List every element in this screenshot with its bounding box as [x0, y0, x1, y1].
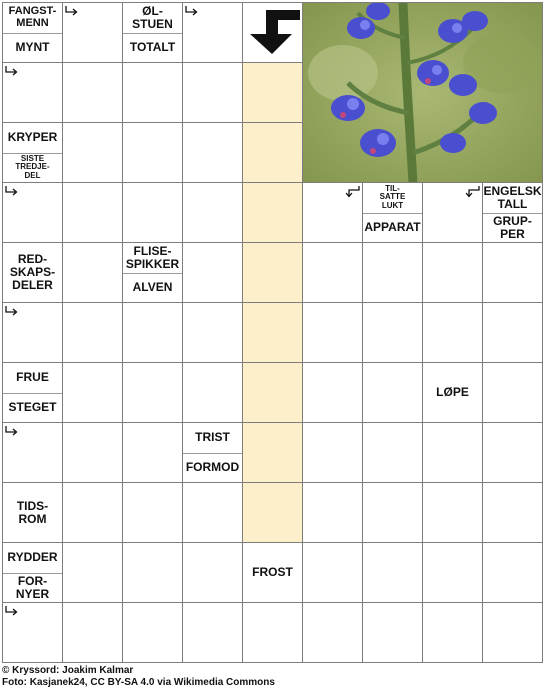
solution-cell[interactable] [242, 122, 303, 183]
corner-arrow-icon [4, 424, 20, 440]
answer-cell[interactable] [422, 542, 483, 603]
crossword-grid [2, 2, 542, 662]
answer-cell[interactable] [182, 2, 243, 63]
answer-cell[interactable] [362, 602, 423, 663]
answer-cell[interactable] [362, 362, 423, 423]
flower-illustration [303, 3, 543, 183]
answer-cell[interactable] [62, 242, 123, 303]
clue-trist: TRIST [195, 430, 230, 445]
answer-cell[interactable] [122, 302, 183, 363]
answer-cell[interactable] [302, 182, 363, 243]
answer-cell[interactable] [2, 422, 63, 483]
answer-cell[interactable] [62, 482, 123, 543]
clue-totalt: TOTALT [123, 33, 182, 63]
clue-cell-engelsk-tall-grupper [482, 182, 543, 243]
answer-cell[interactable] [62, 302, 123, 363]
clue-cell-tilsatte-lukt-apparat [362, 182, 423, 243]
answer-cell[interactable] [302, 422, 363, 483]
answer-cell[interactable] [422, 302, 483, 363]
answer-cell[interactable] [422, 482, 483, 543]
corner-arrow-icon [4, 604, 20, 620]
clue-lope: LØPE [436, 385, 469, 400]
clue-cell-frost [242, 542, 303, 603]
answer-cell[interactable] [362, 422, 423, 483]
clue-fornyer: FOR- NYER [3, 573, 62, 603]
clue-redskapsdeler: RED- SKAPS- DELER [9, 252, 56, 292]
clue-apparat: APPARAT [363, 213, 422, 243]
blue-flower-photo [302, 2, 543, 183]
answer-cell[interactable] [302, 482, 363, 543]
answer-cell[interactable] [2, 302, 63, 363]
clue-grupper: GRUP- PER [483, 213, 542, 243]
clue-formod: FORMOD [183, 453, 242, 483]
solution-cell[interactable] [242, 182, 303, 243]
answer-cell[interactable] [362, 242, 423, 303]
solution-cell[interactable] [242, 482, 303, 543]
clue-alven: ALVEN [123, 273, 182, 303]
solution-cell[interactable] [242, 422, 303, 483]
clue-rydder: RYDDER [7, 550, 58, 565]
clue-siste-tredjedel: SISTE TREDJE- DEL [3, 153, 62, 183]
clue-cell-tidsrom [2, 482, 63, 543]
answer-cell[interactable] [182, 302, 243, 363]
clue-tidsrom: TIDS- ROM [16, 498, 49, 526]
corner-arrow-icon [4, 184, 20, 200]
answer-cell[interactable] [482, 302, 543, 363]
answer-cell[interactable] [62, 422, 123, 483]
answer-cell[interactable] [482, 482, 543, 543]
answer-cell[interactable] [182, 482, 243, 543]
answer-cell[interactable] [62, 2, 123, 63]
clue-cell-olstuen-totalt [122, 2, 183, 63]
answer-cell[interactable] [2, 182, 63, 243]
clue-mynt: MYNT [3, 33, 62, 63]
corner-arrow-icon [4, 304, 20, 320]
solution-cell[interactable] [242, 362, 303, 423]
answer-cell[interactable] [122, 542, 183, 603]
answer-cell[interactable] [242, 602, 303, 663]
answer-cell[interactable] [422, 182, 483, 243]
credit-photo: Foto: Kasjanek24, CC BY-SA 4.0 via Wikimedia Commons [2, 677, 275, 688]
answer-cell[interactable] [302, 302, 363, 363]
answer-cell[interactable] [482, 422, 543, 483]
clue-cell-trist-formod [182, 422, 243, 483]
clue-flisespikker: FLISE- SPIKKER [125, 243, 180, 271]
answer-cell[interactable] [62, 182, 123, 243]
answer-cell[interactable] [182, 542, 243, 603]
answer-cell[interactable] [482, 542, 543, 603]
answer-cell[interactable] [182, 62, 243, 123]
answer-cell[interactable] [362, 482, 423, 543]
clue-cell-lope [422, 362, 483, 423]
answer-cell[interactable] [182, 242, 243, 303]
credits [2, 665, 542, 689]
answer-cell[interactable] [122, 602, 183, 663]
answer-cell[interactable] [482, 242, 543, 303]
answer-cell[interactable] [302, 242, 363, 303]
clue-olstuen: ØL- STUEN [132, 3, 173, 31]
answer-cell[interactable] [182, 362, 243, 423]
clue-engelsk-tall: ENGELSK TALL [483, 183, 542, 211]
clue-tilsatte-lukt: TIL- SATTE LUKT [379, 183, 406, 211]
answer-cell[interactable] [182, 122, 243, 183]
answer-cell[interactable] [302, 362, 363, 423]
answer-cell[interactable] [422, 422, 483, 483]
clue-cell-fangstmenn-mynt [2, 2, 63, 63]
answer-cell[interactable] [302, 542, 363, 603]
clue-cell-rydder-fornyer [2, 542, 63, 603]
solution-cell[interactable] [242, 242, 303, 303]
answer-cell[interactable] [362, 302, 423, 363]
answer-cell[interactable] [62, 62, 123, 123]
answer-cell[interactable] [182, 182, 243, 243]
answer-cell[interactable] [182, 602, 243, 663]
clue-cell-kryper-siste-tredjedel [2, 122, 63, 183]
answer-cell[interactable] [482, 602, 543, 663]
answer-cell[interactable] [302, 602, 363, 663]
answer-cell[interactable] [122, 482, 183, 543]
solution-cell[interactable] [242, 302, 303, 363]
clue-steget: STEGET [3, 393, 62, 423]
credit-crossword: © Kryssord: Joakim Kalmar [2, 665, 134, 676]
answer-cell[interactable] [122, 362, 183, 423]
clue-frost: FROST [252, 565, 293, 580]
solution-cell[interactable] [242, 62, 303, 123]
corner-arrow-icon [64, 4, 80, 20]
answer-cell[interactable] [422, 242, 483, 303]
answer-cell[interactable] [122, 62, 183, 123]
answer-cell[interactable] [422, 602, 483, 663]
answer-cell[interactable] [62, 122, 123, 183]
clue-fangstmenn: FANGST- MENN [8, 4, 57, 29]
clue-cell-frue-steget [2, 362, 63, 423]
answer-cell[interactable] [62, 542, 123, 603]
answer-cell[interactable] [2, 62, 63, 123]
corner-arrow-icon [4, 64, 20, 80]
down-arrow-icon [246, 8, 302, 56]
answer-cell[interactable] [122, 182, 183, 243]
clue-kryper: KRYPER [7, 130, 58, 145]
clue-frue: FRUE [16, 370, 49, 385]
corner-arrow-icon [184, 4, 200, 20]
answer-cell[interactable] [122, 422, 183, 483]
answer-cell[interactable] [362, 542, 423, 603]
answer-cell[interactable] [62, 602, 123, 663]
answer-cell[interactable] [62, 362, 123, 423]
corner-arrow-left-icon [345, 184, 361, 200]
clue-cell-redskapsdeler [2, 242, 63, 303]
answer-cell[interactable] [2, 602, 63, 663]
answer-cell[interactable] [122, 122, 183, 183]
clue-cell-flisespikker-alven [122, 242, 183, 303]
answer-cell[interactable] [482, 362, 543, 423]
corner-arrow-left-icon [465, 184, 481, 200]
